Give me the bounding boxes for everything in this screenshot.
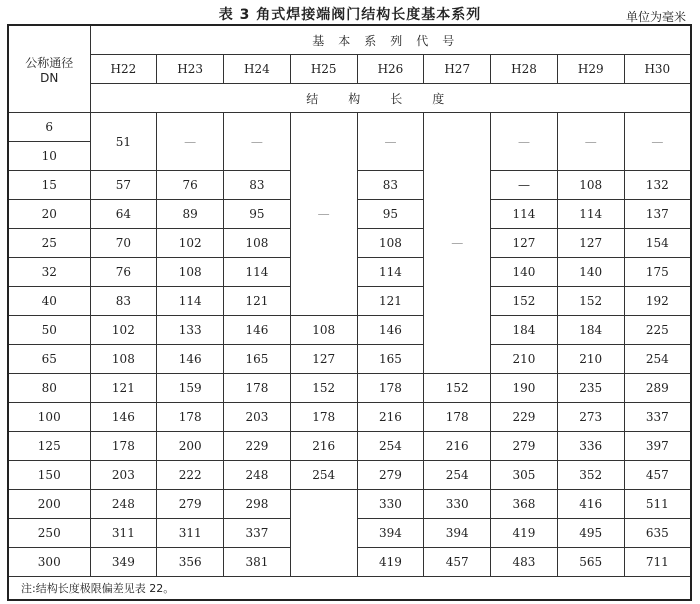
cell: 279 <box>491 432 558 461</box>
cell: — <box>357 113 424 171</box>
cell: 216 <box>424 432 491 461</box>
cell: 95 <box>224 200 291 229</box>
cell: 254 <box>624 345 691 374</box>
cell: 225 <box>624 316 691 345</box>
cell: 89 <box>157 200 224 229</box>
cell: 305 <box>491 461 558 490</box>
cell: 336 <box>557 432 624 461</box>
cell: 114 <box>491 200 558 229</box>
cell: 483 <box>491 548 558 577</box>
cell: 178 <box>424 403 491 432</box>
cell: 495 <box>557 519 624 548</box>
cell: 146 <box>90 403 157 432</box>
series-header: 基本系列代号 <box>90 25 691 55</box>
cell: — <box>157 113 224 171</box>
cell: 711 <box>624 548 691 577</box>
cell: 184 <box>557 316 624 345</box>
cell: 175 <box>624 258 691 287</box>
cell: 57 <box>90 171 157 200</box>
cell: 457 <box>424 548 491 577</box>
cell: 121 <box>357 287 424 316</box>
cell: 337 <box>624 403 691 432</box>
cell: 254 <box>290 461 357 490</box>
cell: 152 <box>290 374 357 403</box>
table-row <box>8 113 691 142</box>
cell: 254 <box>424 461 491 490</box>
cell: 121 <box>224 287 291 316</box>
col-header: H30 <box>624 55 691 84</box>
cell: 152 <box>491 287 558 316</box>
cell: 210 <box>557 345 624 374</box>
cell: 133 <box>157 316 224 345</box>
dn-cell: 150 <box>8 461 90 490</box>
cell: 279 <box>357 461 424 490</box>
cell: 203 <box>90 461 157 490</box>
cell: 565 <box>557 548 624 577</box>
cell: 83 <box>90 287 157 316</box>
cell: 416 <box>557 490 624 519</box>
dn-cell: 65 <box>8 345 90 374</box>
cell: 190 <box>491 374 558 403</box>
cell: 178 <box>90 432 157 461</box>
cell: 64 <box>90 200 157 229</box>
dn-cell: 125 <box>8 432 90 461</box>
cell: 102 <box>157 229 224 258</box>
cell: 200 <box>157 432 224 461</box>
cell: 95 <box>357 200 424 229</box>
cell: 248 <box>90 490 157 519</box>
cell: 114 <box>224 258 291 287</box>
cell: 394 <box>357 519 424 548</box>
cell: 229 <box>491 403 558 432</box>
cell: — <box>424 113 491 374</box>
cell: 192 <box>624 287 691 316</box>
cell: 222 <box>157 461 224 490</box>
cell: 76 <box>157 171 224 200</box>
cell: 419 <box>491 519 558 548</box>
cell: — <box>557 113 624 171</box>
cell: 356 <box>157 548 224 577</box>
unit-label: 单位为毫米 <box>625 10 686 24</box>
table-row <box>8 316 691 345</box>
cell: 289 <box>624 374 691 403</box>
cell: 254 <box>357 432 424 461</box>
cell: 397 <box>624 432 691 461</box>
table-row <box>8 461 691 490</box>
cell: 216 <box>357 403 424 432</box>
cell: 83 <box>357 171 424 200</box>
cell: 178 <box>290 403 357 432</box>
cell: 140 <box>491 258 558 287</box>
cell: 457 <box>624 461 691 490</box>
col-header: H25 <box>290 55 357 84</box>
valve-length-table <box>7 24 692 601</box>
cell: 146 <box>157 345 224 374</box>
cell: 114 <box>557 200 624 229</box>
cell: 114 <box>157 287 224 316</box>
cell: 108 <box>290 316 357 345</box>
cell: — <box>491 171 558 200</box>
cell: 108 <box>557 171 624 200</box>
col-header: H28 <box>491 55 558 84</box>
cell: 229 <box>224 432 291 461</box>
cell: — <box>491 113 558 171</box>
col-header: H22 <box>90 55 157 84</box>
empty-cell <box>290 490 357 577</box>
dn-cell: 50 <box>8 316 90 345</box>
cell: 102 <box>90 316 157 345</box>
table-note: 注:结构长度极限偏差见表 22。 <box>8 577 691 601</box>
cell: 337 <box>224 519 291 548</box>
cell: 184 <box>491 316 558 345</box>
cell: 178 <box>357 374 424 403</box>
dn-cell: 250 <box>8 519 90 548</box>
cell: — <box>224 113 291 171</box>
table-row <box>8 490 691 519</box>
table-row <box>8 374 691 403</box>
cell: 381 <box>224 548 291 577</box>
cell: 210 <box>491 345 558 374</box>
dn-cell: 32 <box>8 258 90 287</box>
dn-cell: 100 <box>8 403 90 432</box>
col-header: H29 <box>557 55 624 84</box>
dn-label: 公称通径 <box>25 55 74 70</box>
dn-cell: 10 <box>8 142 90 171</box>
col-header: H27 <box>424 55 491 84</box>
table-row <box>8 345 691 374</box>
cell: 368 <box>491 490 558 519</box>
cell: 352 <box>557 461 624 490</box>
cell: 146 <box>357 316 424 345</box>
cell: 137 <box>624 200 691 229</box>
cell: 165 <box>224 345 291 374</box>
table-row <box>8 432 691 461</box>
cell: 159 <box>157 374 224 403</box>
cell: 146 <box>224 316 291 345</box>
col-header: H24 <box>224 55 291 84</box>
cell: 216 <box>290 432 357 461</box>
cell: 51 <box>90 113 157 171</box>
dn-cell: 20 <box>8 200 90 229</box>
cell: 248 <box>224 461 291 490</box>
cell: 178 <box>157 403 224 432</box>
dn-cell: 40 <box>8 287 90 316</box>
cell: 178 <box>224 374 291 403</box>
cell: 108 <box>157 258 224 287</box>
cell: 127 <box>491 229 558 258</box>
cell: 330 <box>357 490 424 519</box>
cell: 127 <box>290 345 357 374</box>
cell: 394 <box>424 519 491 548</box>
cell: 108 <box>90 345 157 374</box>
cell: 235 <box>557 374 624 403</box>
cell: 419 <box>357 548 424 577</box>
cell: 108 <box>224 229 291 258</box>
cell: 132 <box>624 171 691 200</box>
cell: — <box>624 113 691 171</box>
dn-abbr: DN <box>40 70 59 85</box>
cell: 330 <box>424 490 491 519</box>
dn-header <box>8 25 90 113</box>
cell: 635 <box>624 519 691 548</box>
cell: 154 <box>624 229 691 258</box>
cell: 279 <box>157 490 224 519</box>
dn-cell: 200 <box>8 490 90 519</box>
cell: 127 <box>557 229 624 258</box>
cell: 70 <box>90 229 157 258</box>
cell: 152 <box>557 287 624 316</box>
col-header: H26 <box>357 55 424 84</box>
dn-cell: 300 <box>8 548 90 577</box>
dn-cell: 15 <box>8 171 90 200</box>
cell: 140 <box>557 258 624 287</box>
dn-cell: 25 <box>8 229 90 258</box>
cell: 108 <box>357 229 424 258</box>
cell: 311 <box>157 519 224 548</box>
col-header: H23 <box>157 55 224 84</box>
cell: 311 <box>90 519 157 548</box>
cell: 511 <box>624 490 691 519</box>
dn-cell: 80 <box>8 374 90 403</box>
cell: 273 <box>557 403 624 432</box>
cell: 152 <box>424 374 491 403</box>
length-header: 结构长度 <box>90 84 691 113</box>
table-row <box>8 403 691 432</box>
cell: 114 <box>357 258 424 287</box>
cell: 121 <box>90 374 157 403</box>
cell: 203 <box>224 403 291 432</box>
cell: — <box>290 113 357 316</box>
cell: 83 <box>224 171 291 200</box>
cell: 298 <box>224 490 291 519</box>
cell: 165 <box>357 345 424 374</box>
dn-cell: 6 <box>8 113 90 142</box>
cell: 349 <box>90 548 157 577</box>
table-title: 表 3 角式焊接端阀门结构长度基本系列 <box>218 7 482 23</box>
cell: 76 <box>90 258 157 287</box>
